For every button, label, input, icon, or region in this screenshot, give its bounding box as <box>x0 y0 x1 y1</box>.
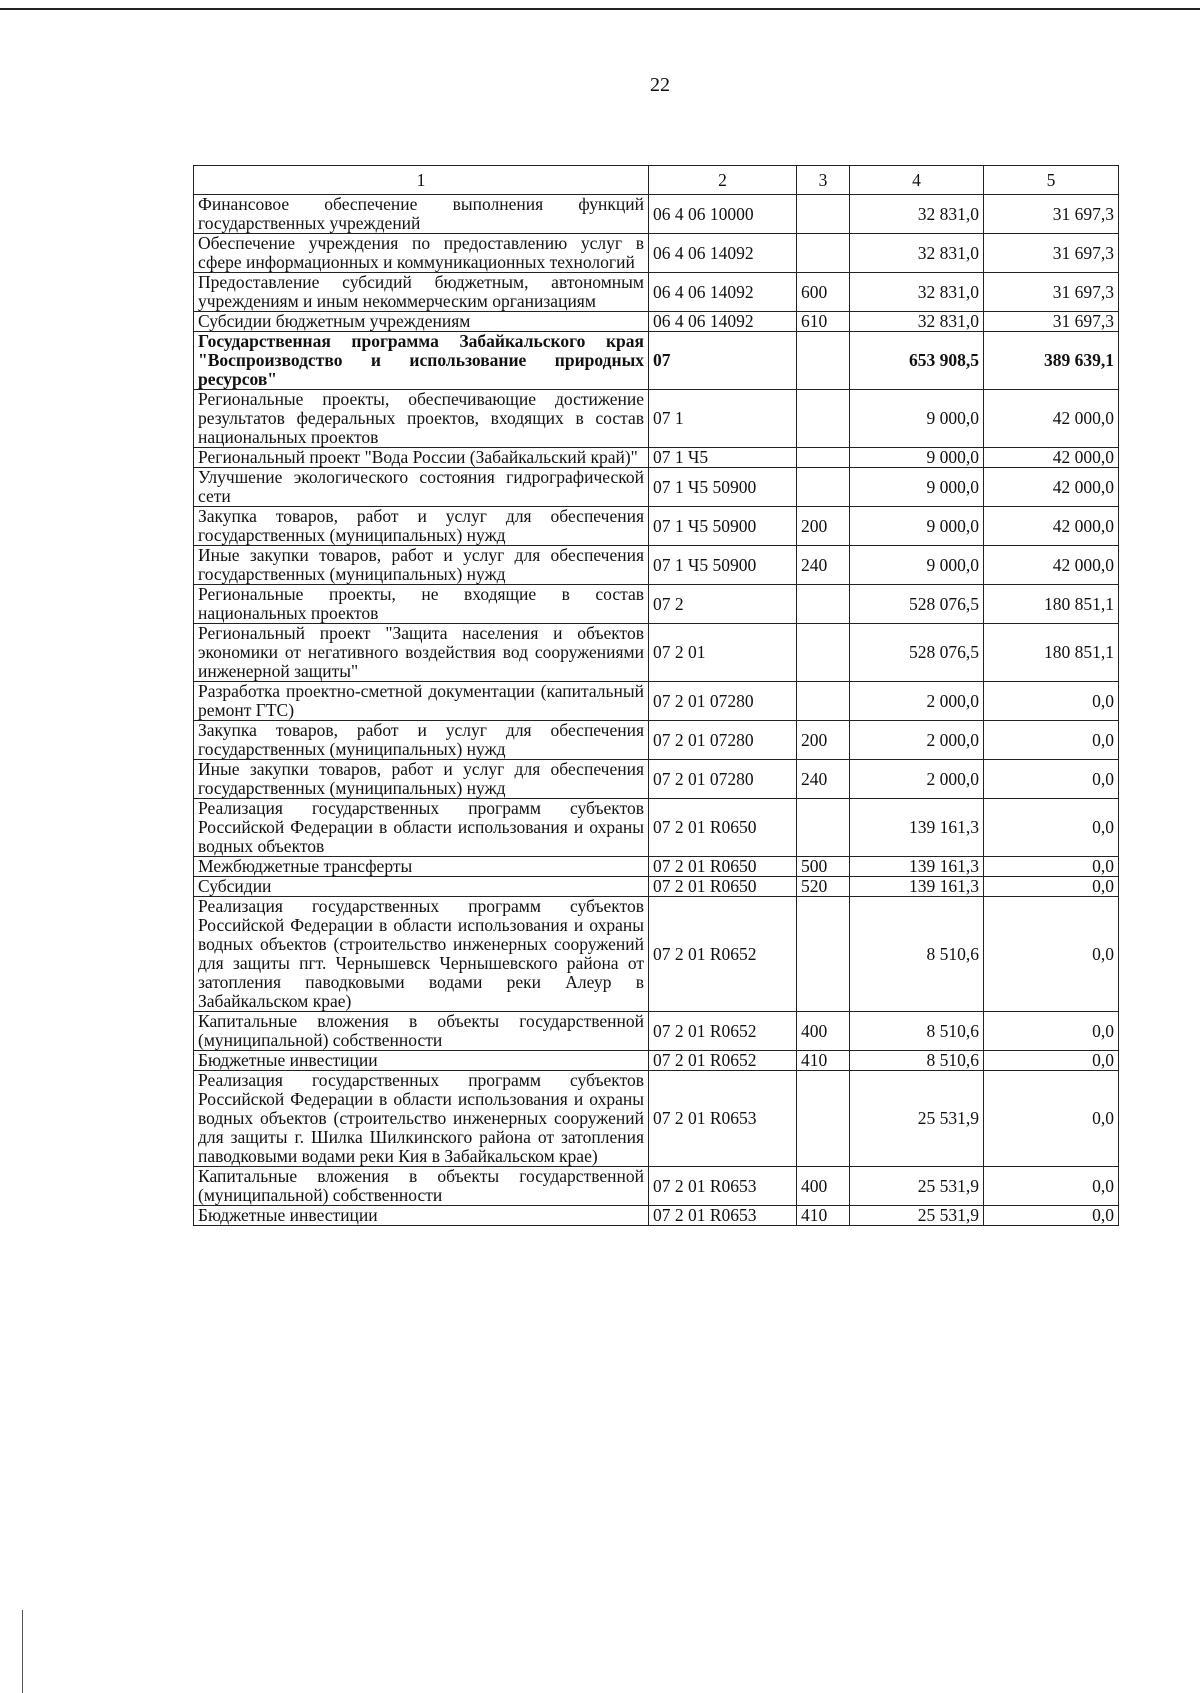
row-value-col4-cell: 25 531,9 <box>850 1206 984 1226</box>
row-value-col5-cell: 180 851,1 <box>984 624 1119 682</box>
table-row <box>194 507 1119 546</box>
row-name-cell: Предоставление субсидий бюджетным, автономным учреждениям и иным некоммерческим организациям <box>194 273 649 312</box>
row-type-cell <box>797 195 850 234</box>
row-type-cell: 410 <box>797 1051 850 1071</box>
row-value-col5-cell: 0,0 <box>984 1071 1119 1167</box>
row-code-cell: 06 4 06 14092 <box>649 234 797 273</box>
row-type-cell: 200 <box>797 507 850 546</box>
row-code-cell: 06 4 06 14092 <box>649 312 797 332</box>
row-value-col4-cell: 9 000,0 <box>850 448 984 468</box>
row-type-cell <box>797 682 850 721</box>
row-code-cell: 07 2 01 R0650 <box>649 857 797 877</box>
row-code-cell: 07 2 01 R0653 <box>649 1071 797 1167</box>
row-value-col4-cell: 2 000,0 <box>850 682 984 721</box>
table-row <box>194 721 1119 760</box>
table-row <box>194 585 1119 624</box>
row-value-col5-cell: 31 697,3 <box>984 195 1119 234</box>
row-value-col5-cell: 42 000,0 <box>984 448 1119 468</box>
row-name-cell: Капитальные вложения в объекты государственной (муниципальной) собственности <box>194 1012 649 1051</box>
row-code-cell: 07 2 01 R0652 <box>649 1051 797 1071</box>
table-row <box>194 312 1119 332</box>
column-header-1: 1 <box>194 166 649 195</box>
row-value-col5-cell: 0,0 <box>984 897 1119 1012</box>
row-name-cell: Реализация государственных программ субъектов Российской Федерации в области использования и охраны водных объектов (строительство инженерных сооружений для защиты пгт. Чернышевск Чернышевского района от затопления паводковыми водами реки Алеур в Забайкальском крае) <box>194 897 649 1012</box>
table-row <box>194 857 1119 877</box>
row-name-cell: Улучшение экологического состояния гидрографической сети <box>194 468 649 507</box>
table-row <box>194 760 1119 799</box>
row-name-cell: Разработка проектно-сметной документации (капитальный ремонт ГТС) <box>194 682 649 721</box>
row-code-cell: 07 1 <box>649 390 797 448</box>
row-value-col5-cell: 0,0 <box>984 1012 1119 1051</box>
row-name-cell: Закупка товаров, работ и услуг для обеспечения государственных (муниципальных) нужд <box>194 721 649 760</box>
table-row <box>194 1051 1119 1071</box>
row-type-cell <box>797 234 850 273</box>
row-value-col4-cell: 9 000,0 <box>850 507 984 546</box>
row-name-cell: Субсидии бюджетным учреждениям <box>194 312 649 332</box>
table-row <box>194 332 1119 390</box>
row-value-col4-cell: 32 831,0 <box>850 312 984 332</box>
row-type-cell: 600 <box>797 273 850 312</box>
row-code-cell: 07 2 <box>649 585 797 624</box>
table-body <box>194 195 1119 1226</box>
row-value-col4-cell: 25 531,9 <box>850 1071 984 1167</box>
table-row <box>194 448 1119 468</box>
row-value-col4-cell: 9 000,0 <box>850 390 984 448</box>
row-name-cell: Межбюджетные трансферты <box>194 857 649 877</box>
row-code-cell: 07 2 01 07280 <box>649 682 797 721</box>
table-row <box>194 546 1119 585</box>
header-row <box>194 166 1119 195</box>
row-type-cell <box>797 448 850 468</box>
row-value-col4-cell: 528 076,5 <box>850 585 984 624</box>
column-header-2: 2 <box>649 166 797 195</box>
row-code-cell: 07 2 01 R0652 <box>649 897 797 1012</box>
row-code-cell: 07 2 01 07280 <box>649 760 797 799</box>
row-name-cell: Бюджетные инвестиции <box>194 1206 649 1226</box>
row-code-cell: 07 1 Ч5 50900 <box>649 468 797 507</box>
row-type-cell: 200 <box>797 721 850 760</box>
row-name-cell: Реализация государственных программ субъектов Российской Федерации в области использования и охраны водных объектов (строительство инженерных сооружений для защиты г. Шилка Шилкинского района от затопления паводковыми водами реки Кия в Забайкальском крае) <box>194 1071 649 1167</box>
row-value-col4-cell: 25 531,9 <box>850 1167 984 1206</box>
row-name-cell: Субсидии <box>194 877 649 897</box>
row-value-col4-cell: 2 000,0 <box>850 721 984 760</box>
row-name-cell: Иные закупки товаров, работ и услуг для обеспечения государственных (муниципальных) нужд <box>194 546 649 585</box>
table-row <box>194 234 1119 273</box>
row-name-cell: Обеспечение учреждения по предоставлению услуг в сфере информационных и коммуникационных технологий <box>194 234 649 273</box>
row-code-cell: 06 4 06 10000 <box>649 195 797 234</box>
row-value-col4-cell: 9 000,0 <box>850 546 984 585</box>
row-name-cell: Региональный проект "Защита населения и объектов экономики от негативного воздействия вод сооружениями инженерной защиты" <box>194 624 649 682</box>
table-row <box>194 390 1119 448</box>
row-name-cell: Иные закупки товаров, работ и услуг для обеспечения государственных (муниципальных) нужд <box>194 760 649 799</box>
row-value-col5-cell: 42 000,0 <box>984 390 1119 448</box>
row-type-cell: 520 <box>797 877 850 897</box>
row-value-col5-cell: 0,0 <box>984 799 1119 857</box>
top-border-line <box>0 8 1200 10</box>
row-type-cell: 240 <box>797 546 850 585</box>
row-value-col5-cell: 31 697,3 <box>984 312 1119 332</box>
row-type-cell: 400 <box>797 1167 850 1206</box>
row-type-cell: 500 <box>797 857 850 877</box>
row-type-cell: 410 <box>797 1206 850 1226</box>
row-name-cell: Реализация государственных программ субъектов Российской Федерации в области использования и охраны водных объектов <box>194 799 649 857</box>
table-row <box>194 1206 1119 1226</box>
row-type-cell <box>797 585 850 624</box>
row-value-col5-cell: 42 000,0 <box>984 546 1119 585</box>
table-row <box>194 682 1119 721</box>
table-row <box>194 468 1119 507</box>
table-row <box>194 877 1119 897</box>
table-row <box>194 897 1119 1012</box>
row-type-cell <box>797 799 850 857</box>
table-row <box>194 1012 1119 1051</box>
column-header-3: 3 <box>797 166 850 195</box>
row-value-col4-cell: 139 161,3 <box>850 857 984 877</box>
table-row <box>194 195 1119 234</box>
row-code-cell: 07 2 01 R0650 <box>649 877 797 897</box>
row-value-col4-cell: 139 161,3 <box>850 877 984 897</box>
table-row <box>194 624 1119 682</box>
table-row <box>194 273 1119 312</box>
row-value-col5-cell: 31 697,3 <box>984 273 1119 312</box>
row-value-col4-cell: 528 076,5 <box>850 624 984 682</box>
row-name-cell: Государственная программа Забайкальского края "Воспроизводство и использование природных ресурсов" <box>194 332 649 390</box>
row-value-col5-cell: 31 697,3 <box>984 234 1119 273</box>
row-name-cell: Региональные проекты, обеспечивающие достижение результатов федеральных проектов, входящих в состав национальных проектов <box>194 390 649 448</box>
row-name-cell: Финансовое обеспечение выполнения функций государственных учреждений <box>194 195 649 234</box>
row-code-cell: 07 1 Ч5 <box>649 448 797 468</box>
row-value-col5-cell: 0,0 <box>984 877 1119 897</box>
row-value-col5-cell: 0,0 <box>984 1051 1119 1071</box>
page-number: 22 <box>650 74 670 96</box>
row-type-cell <box>797 332 850 390</box>
row-value-col5-cell: 0,0 <box>984 721 1119 760</box>
row-value-col4-cell: 32 831,0 <box>850 273 984 312</box>
row-code-cell: 07 <box>649 332 797 390</box>
row-type-cell <box>797 897 850 1012</box>
column-header-4: 4 <box>850 166 984 195</box>
row-name-cell: Региональный проект "Вода России (Забайкальский край)" <box>194 448 649 468</box>
table-row <box>194 1167 1119 1206</box>
row-code-cell: 07 2 01 <box>649 624 797 682</box>
budget-table <box>193 165 1119 1226</box>
row-value-col5-cell: 42 000,0 <box>984 468 1119 507</box>
table-row <box>194 799 1119 857</box>
row-name-cell: Бюджетные инвестиции <box>194 1051 649 1071</box>
row-type-cell <box>797 1071 850 1167</box>
column-header-5: 5 <box>984 166 1119 195</box>
row-value-col4-cell: 139 161,3 <box>850 799 984 857</box>
row-value-col4-cell: 653 908,5 <box>850 332 984 390</box>
row-code-cell: 07 2 01 R0652 <box>649 1012 797 1051</box>
row-name-cell: Региональные проекты, не входящие в состав национальных проектов <box>194 585 649 624</box>
row-code-cell: 06 4 06 14092 <box>649 273 797 312</box>
row-value-col5-cell: 0,0 <box>984 1167 1119 1206</box>
row-value-col4-cell: 2 000,0 <box>850 760 984 799</box>
row-name-cell: Капитальные вложения в объекты государственной (муниципальной) собственности <box>194 1167 649 1206</box>
row-value-col5-cell: 180 851,1 <box>984 585 1119 624</box>
row-type-cell <box>797 624 850 682</box>
row-value-col4-cell: 8 510,6 <box>850 897 984 1012</box>
row-name-cell: Закупка товаров, работ и услуг для обеспечения государственных (муниципальных) нужд <box>194 507 649 546</box>
row-value-col5-cell: 0,0 <box>984 760 1119 799</box>
row-value-col4-cell: 9 000,0 <box>850 468 984 507</box>
row-code-cell: 07 2 01 R0653 <box>649 1167 797 1206</box>
row-value-col4-cell: 32 831,0 <box>850 234 984 273</box>
table-row <box>194 1071 1119 1167</box>
row-code-cell: 07 1 Ч5 50900 <box>649 507 797 546</box>
row-type-cell <box>797 468 850 507</box>
row-value-col5-cell: 0,0 <box>984 682 1119 721</box>
row-value-col5-cell: 389 639,1 <box>984 332 1119 390</box>
row-value-col5-cell: 0,0 <box>984 857 1119 877</box>
row-code-cell: 07 2 01 R0653 <box>649 1206 797 1226</box>
row-value-col4-cell: 32 831,0 <box>850 195 984 234</box>
row-type-cell: 240 <box>797 760 850 799</box>
row-value-col4-cell: 8 510,6 <box>850 1051 984 1071</box>
row-type-cell <box>797 390 850 448</box>
left-margin-line <box>22 1610 23 1693</box>
row-type-cell: 400 <box>797 1012 850 1051</box>
row-value-col5-cell: 42 000,0 <box>984 507 1119 546</box>
row-code-cell: 07 2 01 07280 <box>649 721 797 760</box>
row-code-cell: 07 1 Ч5 50900 <box>649 546 797 585</box>
row-value-col5-cell: 0,0 <box>984 1206 1119 1226</box>
row-code-cell: 07 2 01 R0650 <box>649 799 797 857</box>
row-value-col4-cell: 8 510,6 <box>850 1012 984 1051</box>
row-type-cell: 610 <box>797 312 850 332</box>
